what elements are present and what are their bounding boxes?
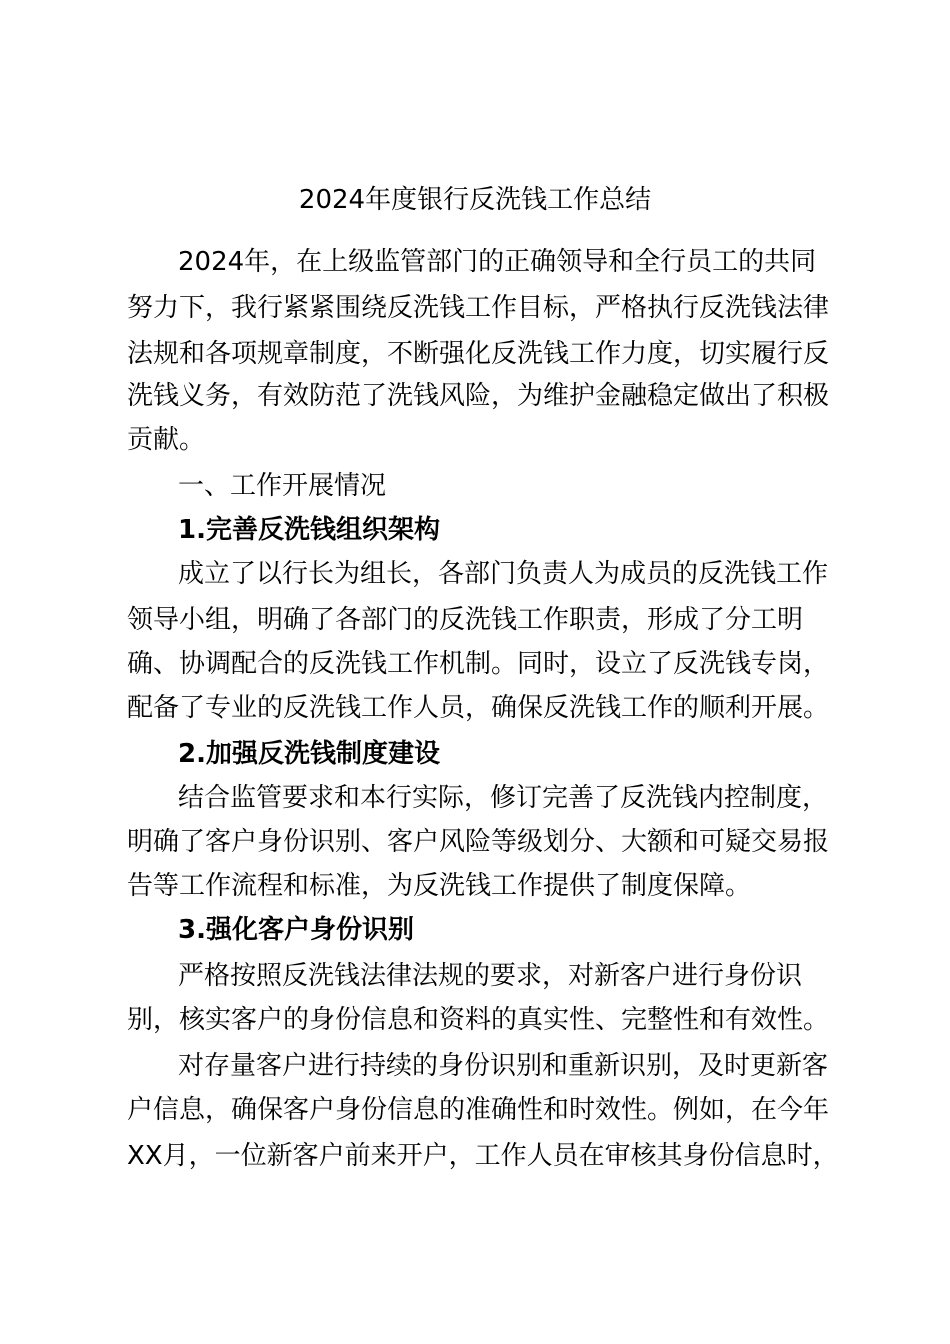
para3-line-1: 严格按照反洗钱法律法规的要求，对新客户进行身份识: [178, 961, 803, 991]
subheading-1: 1.完善反洗钱组织架构: [178, 515, 440, 545]
intro-line-4: 洗钱义务，有效防范了洗钱风险，为维护金融稳定做出了积极: [127, 381, 830, 411]
para2-line-3: 告等工作流程和标准，为反洗钱工作提供了制度保障。: [127, 871, 752, 901]
para1-line-4: 配备了专业的反洗钱工作人员，确保反洗钱工作的顺利开展。: [127, 693, 830, 723]
para1-line-1: 成立了以行长为组长，各部门负责人为成员的反洗钱工作: [178, 559, 829, 589]
intro-line-1: 2024年，在上级监管部门的正确领导和全行员工的共同: [178, 247, 817, 277]
intro-line-5: 贡献。: [127, 425, 206, 455]
document-title: 2024年度银行反洗钱工作总结: [298, 185, 652, 215]
para2-line-1: 结合监管要求和本行实际，修订完善了反洗钱内控制度，: [178, 783, 829, 813]
subheading-3: 3.强化客户身份识别: [178, 915, 414, 945]
intro-line-2: 努力下，我行紧紧围绕反洗钱工作目标，严格执行反洗钱法律: [127, 293, 830, 323]
para1-line-3: 确、协调配合的反洗钱工作机制。同时，设立了反洗钱专岗，: [127, 649, 830, 679]
para3-line-2: 别，核实客户的身份信息和资料的真实性、完整性和有效性。: [127, 1005, 830, 1035]
para2-line-2: 明确了客户身份识别、客户风险等级划分、大额和可疑交易报: [127, 827, 830, 857]
intro-line-3: 法规和各项规章制度，不断强化反洗钱工作力度，切实履行反: [127, 339, 830, 369]
subheading-2: 2.加强反洗钱制度建设: [178, 739, 440, 769]
para1-line-2: 领导小组，明确了各部门的反洗钱工作职责，形成了分工明: [127, 605, 804, 635]
section-heading-1: 一、工作开展情况: [178, 471, 387, 501]
para4-line-2: 户信息，确保客户身份信息的准确性和时效性。例如，在今年: [127, 1095, 830, 1125]
para4-line-1: 对存量客户进行持续的身份识别和重新识别，及时更新客: [178, 1051, 829, 1081]
para4-line-3: XX月，一位新客户前来开户，工作人员在审核其身份信息时，: [127, 1141, 839, 1171]
